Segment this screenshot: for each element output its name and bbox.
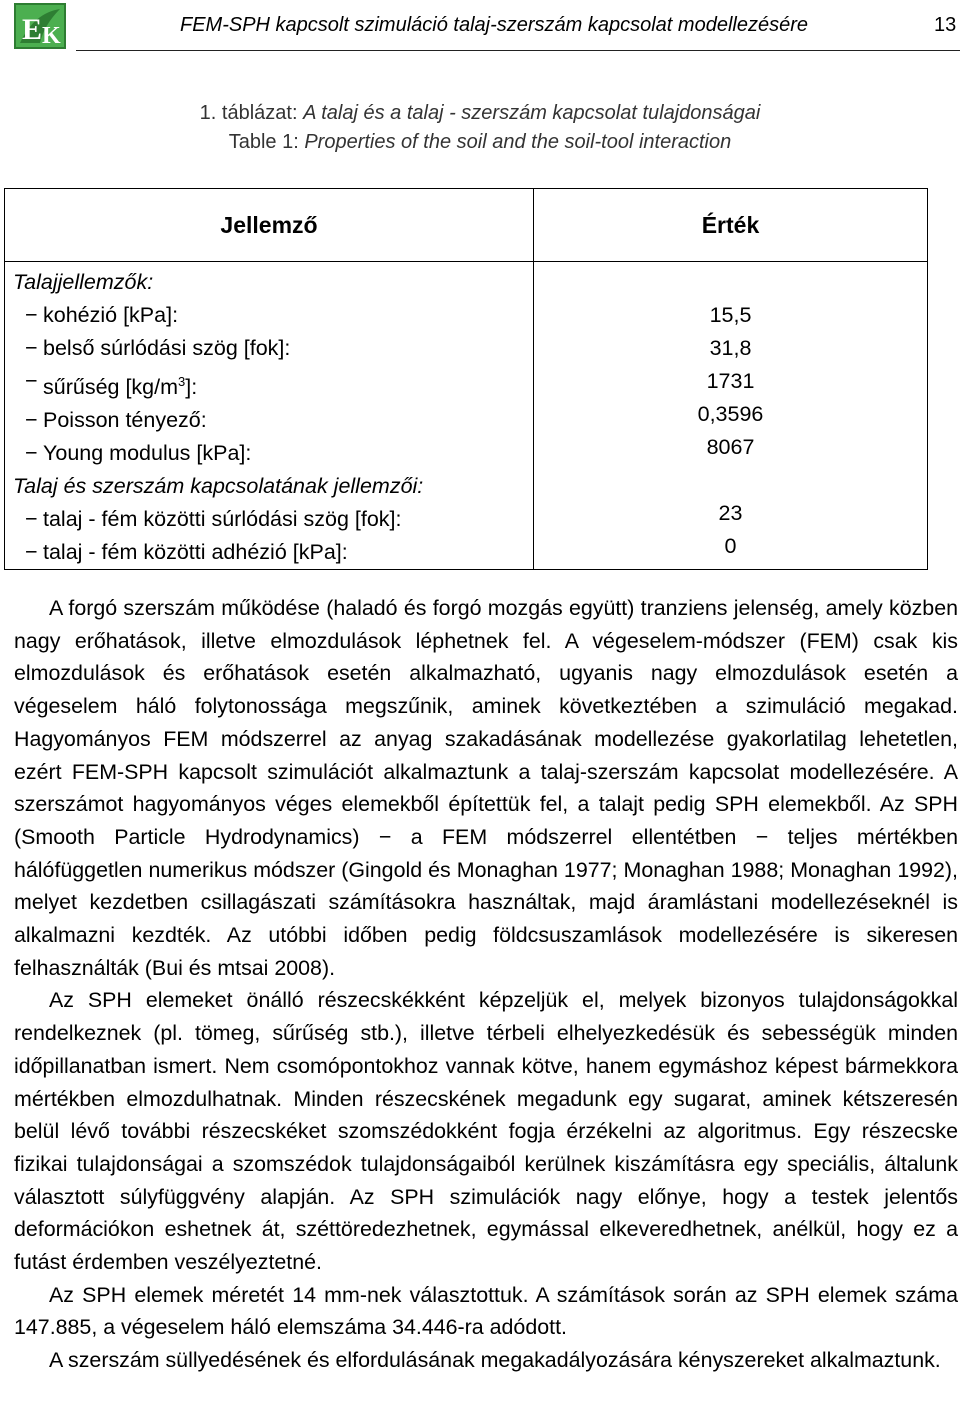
table-row: − kohézió [kPa]: xyxy=(13,299,525,332)
table-row: − belső súrlódási szög [fok]: xyxy=(13,332,525,365)
value-cell xyxy=(534,262,928,570)
table-value: 0,3596 xyxy=(697,402,764,426)
body-text xyxy=(14,592,958,1377)
property-cell xyxy=(5,262,534,570)
table-row: − Poisson tényező: xyxy=(13,404,525,437)
journal-logo xyxy=(14,3,66,49)
header-rule xyxy=(76,50,960,51)
svg-text:K: K xyxy=(42,23,61,49)
table-value: 23 xyxy=(718,501,743,525)
page-header xyxy=(0,0,960,54)
column-header-value: Érték xyxy=(534,189,928,262)
svg-text:E: E xyxy=(22,13,43,46)
running-header-title: FEM-SPH kapcsolt szimuláció talaj-szerszám kapcsolat modellezésére xyxy=(180,14,808,36)
table-caption-hu: 1. táblázat: A talaj és a talaj - szerszám kapcsolat tulajdonságai xyxy=(199,102,761,124)
table-value: 31,8 xyxy=(709,336,752,360)
table-row: − sűrűség $[kg/m^3]$: xyxy=(13,365,525,404)
paragraph: Az SPH elemeket önálló részecskékként képzeljük el, melyek bizonyos tulajdonságokkal rendelkeznek (pl. tömeg, sűrűség stb.), illetve térbeli elhelyezkedésük és sebességük minden időpillanatban ismert. Nem csomópontokhoz vannak kötve, hanem egymáshoz képest bármekkora mértékben elmozdulhatnak. Minden részecskének megadunk egy sugarat, aminek kétszeresén belül lévő további részecskéket szomszédokként fogja érzékelni az algoritmus. Egy részecske fizikai tulajdonságai a szomszédok tulajdonságaiból kerülnek kiszámításra egy speciális, általunk választott súlyfüggvény alapján. Az SPH szimulációk nagy előnye, hogy a testek jelentős deformációkon eshetnek át, széttöredezhetnek, egymással elkeveredhetnek, anélkül, hogy ez a futást érdemben veszélyeztetné. xyxy=(14,988,958,1275)
paragraph: A forgó szerszám működése (haladó és forgó mozgás együtt) tranziens jelenség, amely közben nagy erőhatások, illetve elmozdulások léphetnek fel. A végeselem-módszer (FEM) csak kis elmozdulások és erőhatások esetén alkalmazható, ugyanis nagy elmozdulások esetén a végeselem háló folytonossága megszűnik, aminek következtében a szimuláció megakad. Hagyományos FEM módszerrel az anyag szakadásának modellezése gyakorlatilag lehetetlen, ezért FEM-SPH kapcsolt szimulációt alkalmaztunk a talaj-szerszám kapcsolat modellezésére. A szerszámot hagyományos véges elemekből építettük fel, a talajt pedig SPH elemekből. Az SPH (Smooth Particle Hydrodynamics) − a FEM módszerrel ellentétben − teljes mértékben hálófüggetlen numerikus módszer (Gingold és Monaghan 1977; Monaghan 1988; Monaghan 1992), melyet kezdetben csillagászati számításokra használtak, majd áramlástani modellezéseknél is alkalmazni kezdték. Az utóbbi időben pedig földcsuszamlások modellezésére is sikeresen felhasználták (Bui és mtsai 2008). xyxy=(14,596,958,980)
table-row: − talaj - fém közötti súrlódási szög [fok]: xyxy=(13,503,525,536)
group-label-soil: Talajjellemzők: xyxy=(13,270,154,294)
table-value: 15,5 xyxy=(709,303,752,327)
column-header-property: Jellemző xyxy=(5,189,534,262)
table-body-row xyxy=(5,262,928,570)
paragraph: Az SPH elemek méretét 14 mm-nek választottuk. A számítások során az SPH elemek száma 147.885, a végeselem háló elemszáma 34.446-ra adódott. xyxy=(14,1282,958,1340)
table-value: 8067 xyxy=(706,435,755,459)
table-header-row xyxy=(5,189,928,262)
page-number: 13 xyxy=(934,14,957,36)
table-caption-en: Table 1: Properties of the soil and the soil-tool interaction xyxy=(228,131,732,153)
table-row: − talaj - fém közötti adhézió [kPa]: xyxy=(13,536,525,569)
table-value: 1731 xyxy=(706,369,755,393)
table-row: − Young modulus [kPa]: xyxy=(13,437,525,470)
table-value: 0 xyxy=(724,534,737,558)
paragraph: A szerszám süllyedésének és elfordulásának megakadályozására kényszereket alkalmaztunk. xyxy=(49,1348,941,1373)
properties-table xyxy=(4,188,928,570)
group-label-interaction: Talaj és szerszám kapcsolatának jellemzői: xyxy=(13,474,424,499)
